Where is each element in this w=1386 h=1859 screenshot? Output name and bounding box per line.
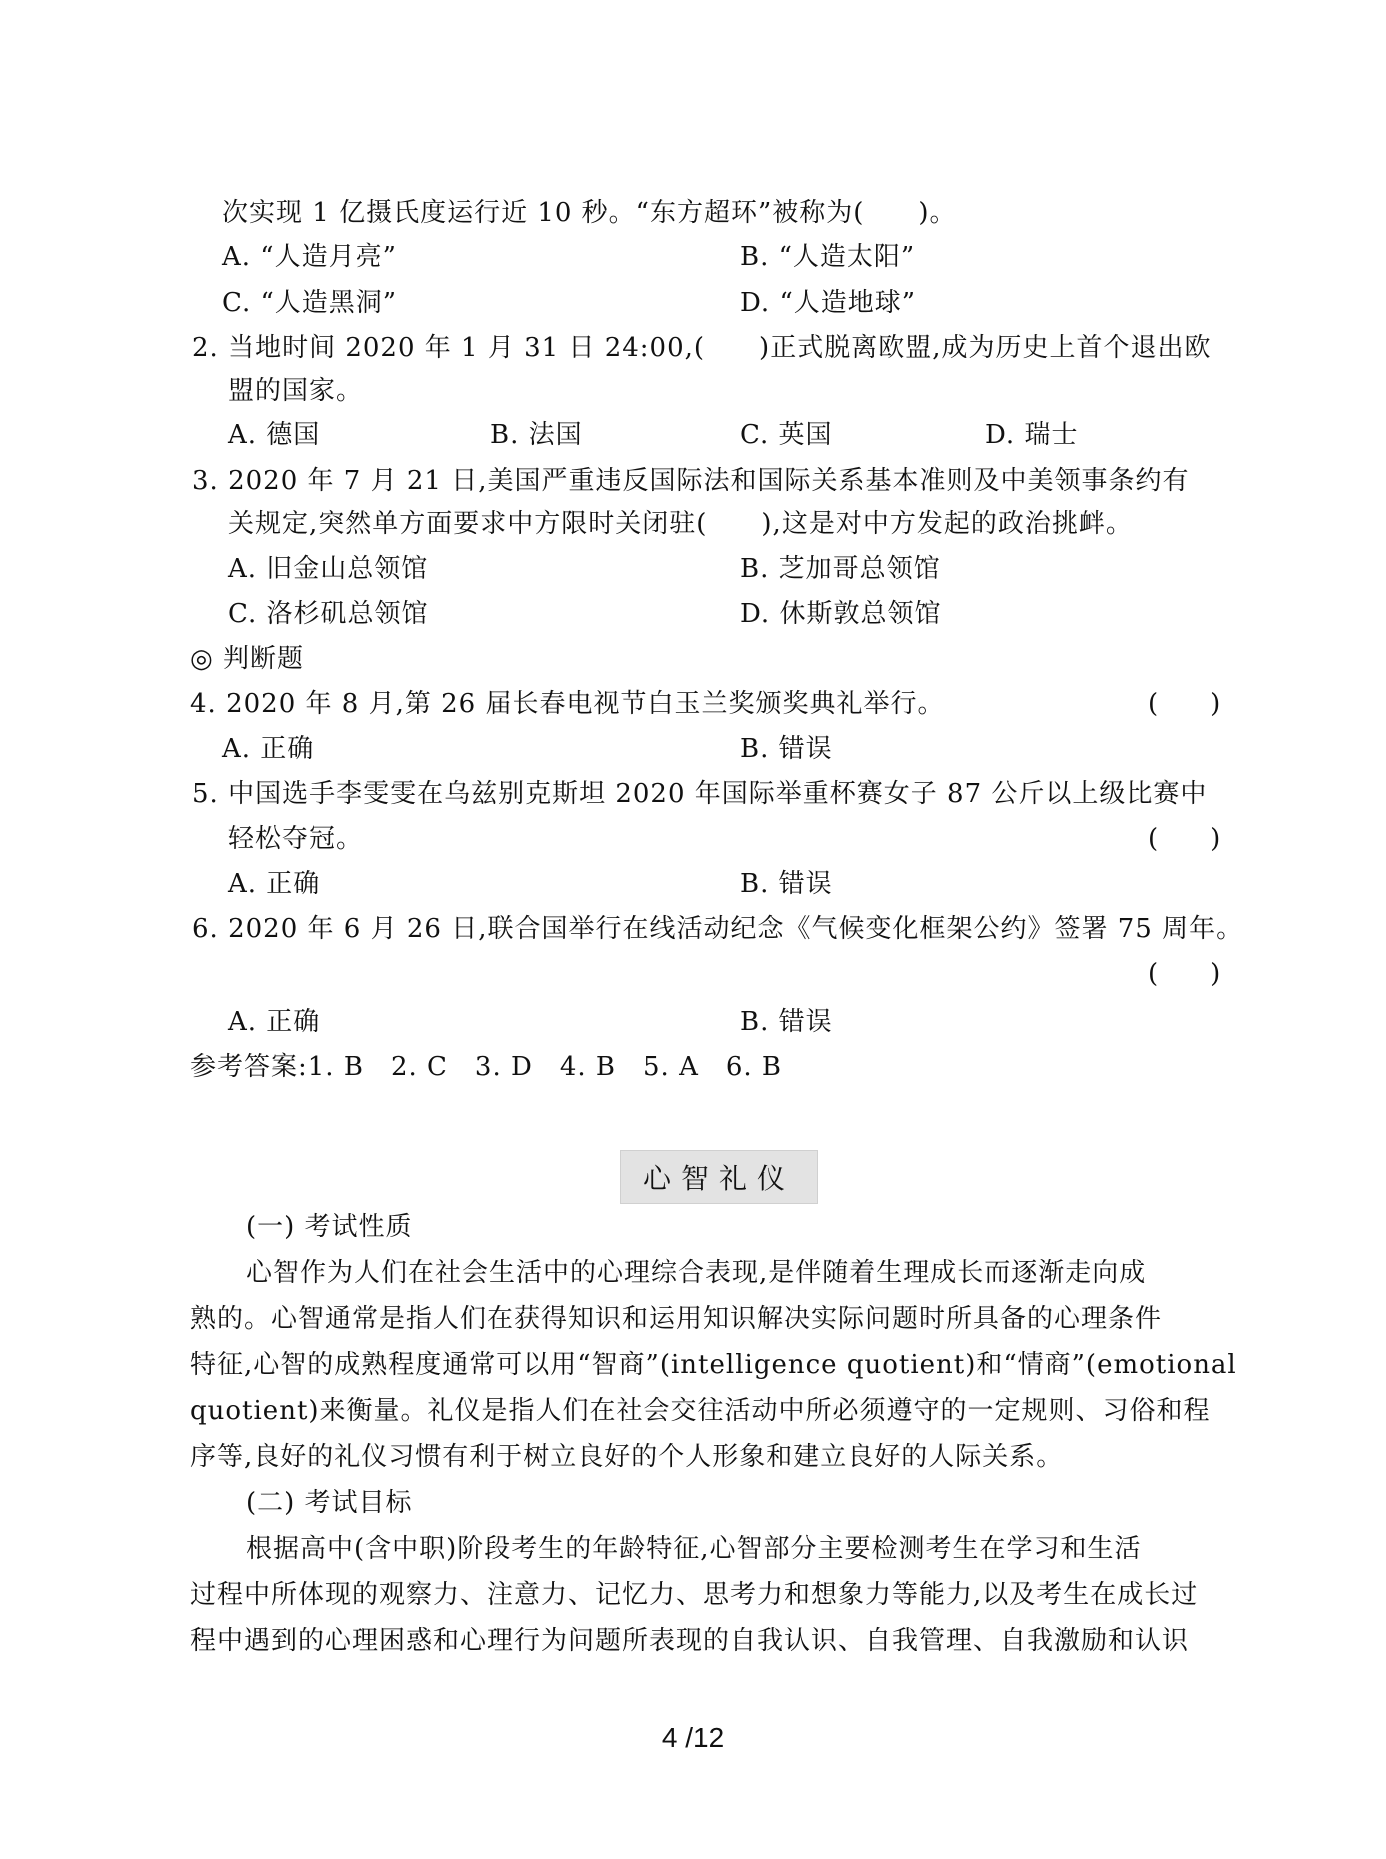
q4-answer-blank: ( ) [1148,689,1221,719]
q1-option-d: D. “人造地球” [740,288,917,318]
reference-answers: 参考答案:1. B 2. C 3. D 4. B 5. A 6. B [190,1052,783,1082]
q3-option-a: A. 旧金山总领馆 [228,554,429,584]
q1-option-b: B. “人造太阳” [740,242,916,272]
q2-option-a: A. 德国 [228,420,321,450]
q6-option-b: B. 错误 [740,1007,833,1037]
q6-option-a: A. 正确 [228,1007,321,1037]
paragraph-1-line-3: 特征,心智的成熟程度通常可以用“智商”(intelligence quotient)和“情商”(emotional [190,1350,1237,1380]
q5-answer-blank: ( ) [1148,824,1221,854]
paragraph-2-line-3: 程中遇到的心理困惑和心理行为问题所表现的自我认识、自我管理、自我激励和认识 [190,1626,1190,1656]
q3-option-d: D. 休斯敦总领馆 [740,599,942,629]
q6-answer-blank: ( ) [1148,959,1221,989]
q3-option-c: C. 洛杉矶总领馆 [228,599,429,629]
q1-option-c: C. “人造黑洞” [222,288,398,318]
paragraph-1-line-5: 序等,良好的礼仪习惯有利于树立良好的个人形象和建立良好的人际关系。 [190,1442,1064,1472]
q3-option-b: B. 芝加哥总领馆 [740,554,941,584]
section-title: 心智礼仪 [620,1150,818,1204]
question-2-line-1: 2. 当地时间 2020 年 1 月 31 日 24:00,( )正式脱离欧盟,成为历史上首个退出欧 [192,333,1212,363]
q5-option-a: A. 正确 [228,869,321,899]
question-6-text: 6. 2020 年 6 月 26 日,联合国举行在线活动纪念《气候变化框架公约》签署 75 周年。 [192,914,1244,944]
judgment-heading: ◎ 判断题 [190,644,304,674]
paragraph-2-line-1: 根据高中(含中职)阶段考生的年龄特征,心智部分主要检测考生在学习和生活 [246,1534,1142,1564]
question-4-text: 4. 2020 年 8 月,第 26 届长春电视节白玉兰奖颁奖典礼举行。 [190,689,945,719]
subsection-2-heading: (二) 考试目标 [246,1488,413,1518]
q2-option-d: D. 瑞士 [985,420,1079,450]
question-3-line-2: 关规定,突然单方面要求中方限时关闭驻( ),这是对中方发起的政治挑衅。 [228,509,1133,539]
q4-option-b: B. 错误 [740,734,833,764]
q2-option-c: C. 英国 [740,420,833,450]
q5-option-b: B. 错误 [740,869,833,899]
q2-option-b: B. 法国 [490,420,583,450]
question-1-text: 次实现 1 亿摄氏度运行近 10 秒。“东方超环”被称为( )。 [222,198,957,228]
question-2-line-2: 盟的国家。 [228,376,364,406]
page-number: 4 /12 [661,1722,725,1753]
question-3-line-1: 3. 2020 年 7 月 21 日,美国严重违反国际法和国际关系基本准则及中美领事条约有 [192,466,1190,496]
paragraph-2-line-2: 过程中所体现的观察力、注意力、记忆力、思考力和想象力等能力,以及考生在成长过 [190,1580,1199,1610]
paragraph-1-line-4: quotient)来衡量。礼仪是指人们在社会交往活动中所必须遵守的一定规则、习俗和程 [190,1396,1211,1426]
q1-option-a: A. “人造月亮” [222,242,397,272]
subsection-1-heading: (一) 考试性质 [246,1212,413,1242]
q4-option-a: A. 正确 [222,734,315,764]
question-5-line-2: 轻松夺冠。 [228,824,364,854]
paragraph-1-line-1: 心智作为人们在社会生活中的心理综合表现,是伴随着生理成长而逐渐走向成 [246,1258,1147,1288]
paragraph-1-line-2: 熟的。心智通常是指人们在获得知识和运用知识解决实际问题时所具备的心理条件 [190,1304,1163,1334]
question-5-line-1: 5. 中国选手李雯雯在乌兹别克斯坦 2020 年国际举重杯赛女子 87 公斤以上级比赛中 [192,779,1208,809]
